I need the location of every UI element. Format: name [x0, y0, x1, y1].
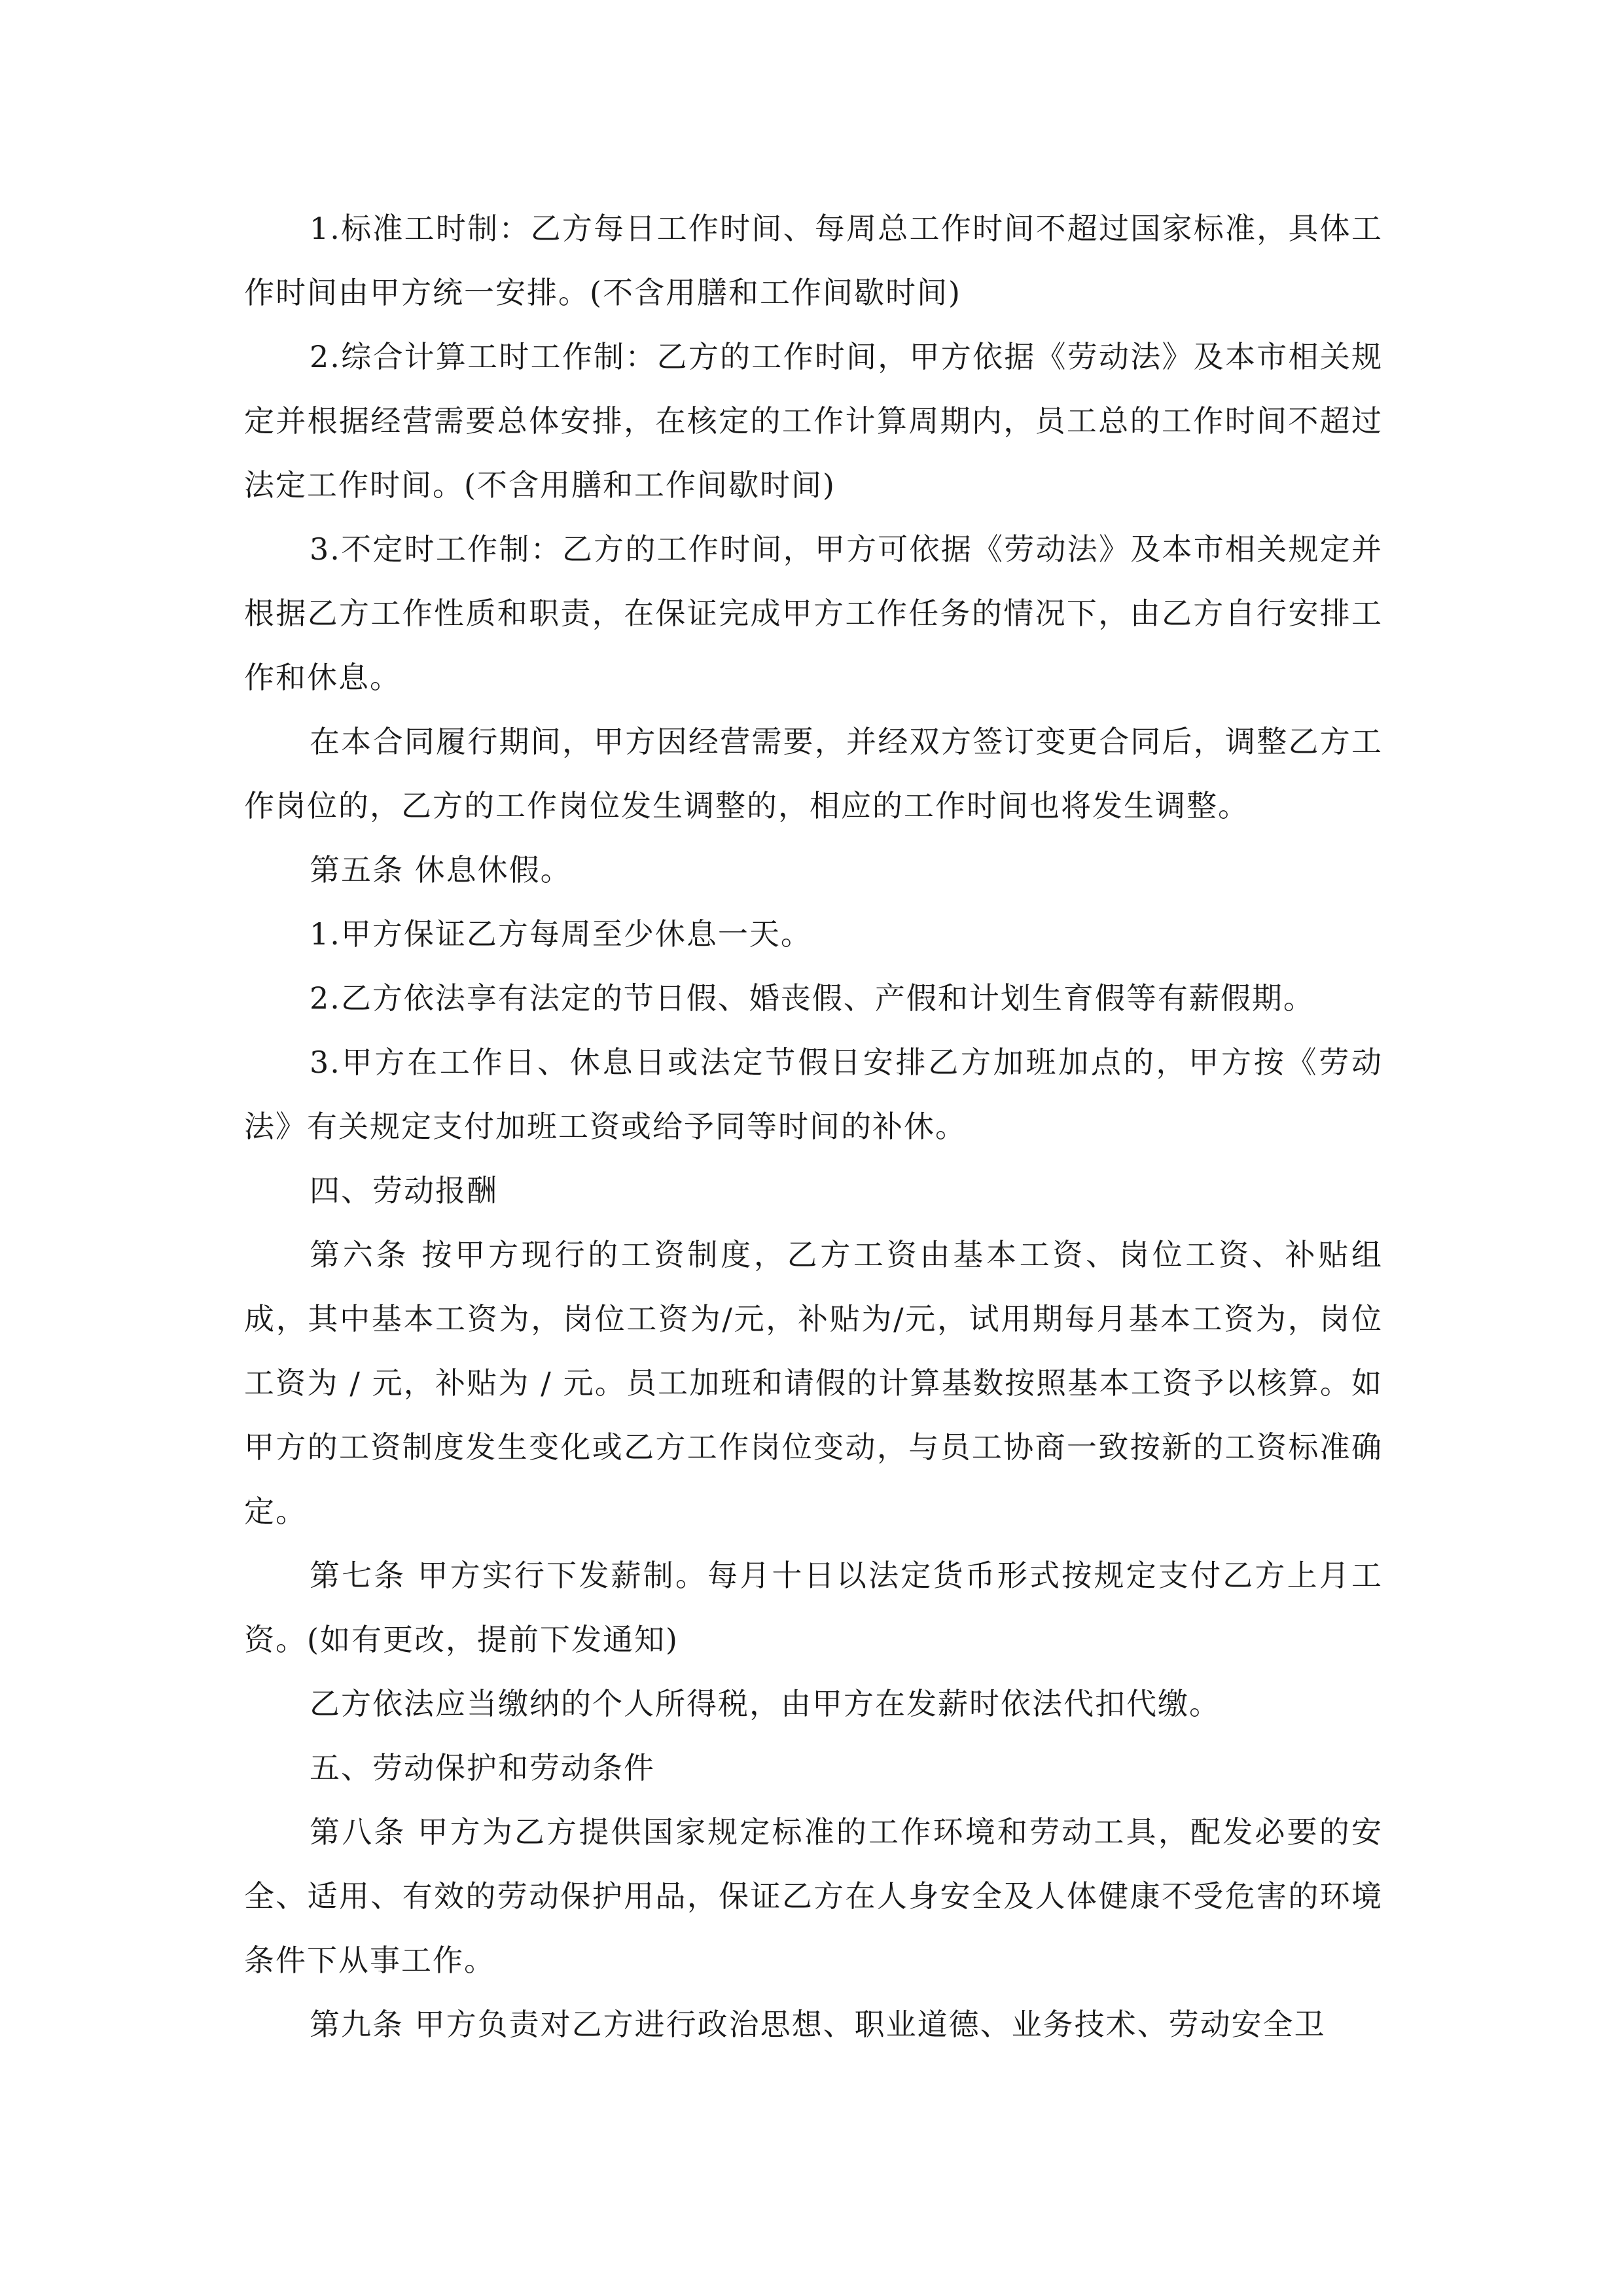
- article-8-protection: 第八条 甲方为乙方提供国家规定标准的工作环境和劳动工具，配发必要的安全、适用、有效的劳动保护用品，保证乙方在人身安全及人体健康不受危害的环境条件下从事工作。: [244, 1814, 1383, 1978]
- clause-overtime: 3.甲方在工作日、休息日或法定节假日安排乙方加班加点的，甲方按《劳动法》有关规定支付加班工资或给予同等时间的补休。: [244, 1045, 1383, 1144]
- article-7-payday: 第七条 甲方实行下发薪制。每月十日以法定货币形式按规定支付乙方上月工资。(如有更改，提前下发通知): [244, 1558, 1383, 1657]
- clause-standard-hours: 1.标准工时制：乙方每日工作时间、每周总工作时间不超过国家标准，具体工作时间由甲方统一安排。(不含用膳和工作间歇时间): [244, 211, 1383, 310]
- clause-flexible-hours: 3.不定时工作制：乙方的工作时间，甲方可依据《劳动法》及本市相关规定并根据乙方工作性质和职责，在保证完成甲方工作任务的情况下，由乙方自行安排工作和休息。: [244, 531, 1383, 695]
- article-5-heading: 第五条 休息休假。: [310, 852, 572, 888]
- clause-income-tax: 乙方依法应当缴纳的个人所得税，由甲方在发薪时依法代扣代缴。: [310, 1686, 1221, 1721]
- section-5-heading: 五、劳动保护和劳动条件: [310, 1750, 655, 1785]
- section-4-heading: 四、劳动报酬: [310, 1173, 498, 1208]
- clause-weekly-rest: 1.甲方保证乙方每周至少休息一天。: [310, 916, 812, 952]
- document-body: [244, 196, 1383, 2056]
- clause-hours-adjustment: 在本合同履行期间，甲方因经营需要，并经双方签订变更合同后，调整乙方工作岗位的，乙方的工作岗位发生调整的，相应的工作时间也将发生调整。: [244, 724, 1383, 823]
- article-6-wages: 第六条 按甲方现行的工资制度，乙方工资由基本工资、岗位工资、补贴组成，其中基本工资为，岗位工资为/元，补贴为/元，试用期每月基本工资为，岗位工资为 / 元，补贴为 / 元。员工加班和请假的计算基数按照基本工资予以核算。如甲方的工资制度发生变化或乙方工作岗位变动，与员工协商一致按新的工资标准确定。: [244, 1237, 1383, 1529]
- clause-comprehensive-hours: 2.综合计算工时工作制：乙方的工作时间，甲方依据《劳动法》及本市相关规定并根据经营需要总体安排，在核定的工作计算周期内，员工总的工作时间不超过法定工作时间。(不含用膳和工作间歇时间): [244, 339, 1383, 503]
- article-9-training: 第九条 甲方负责对乙方进行政治思想、职业道德、业务技术、劳动安全卫: [310, 2007, 1326, 2042]
- clause-paid-leave: 2.乙方依法享有法定的节日假、婚丧假、产假和计划生育假等有薪假期。: [310, 980, 1315, 1016]
